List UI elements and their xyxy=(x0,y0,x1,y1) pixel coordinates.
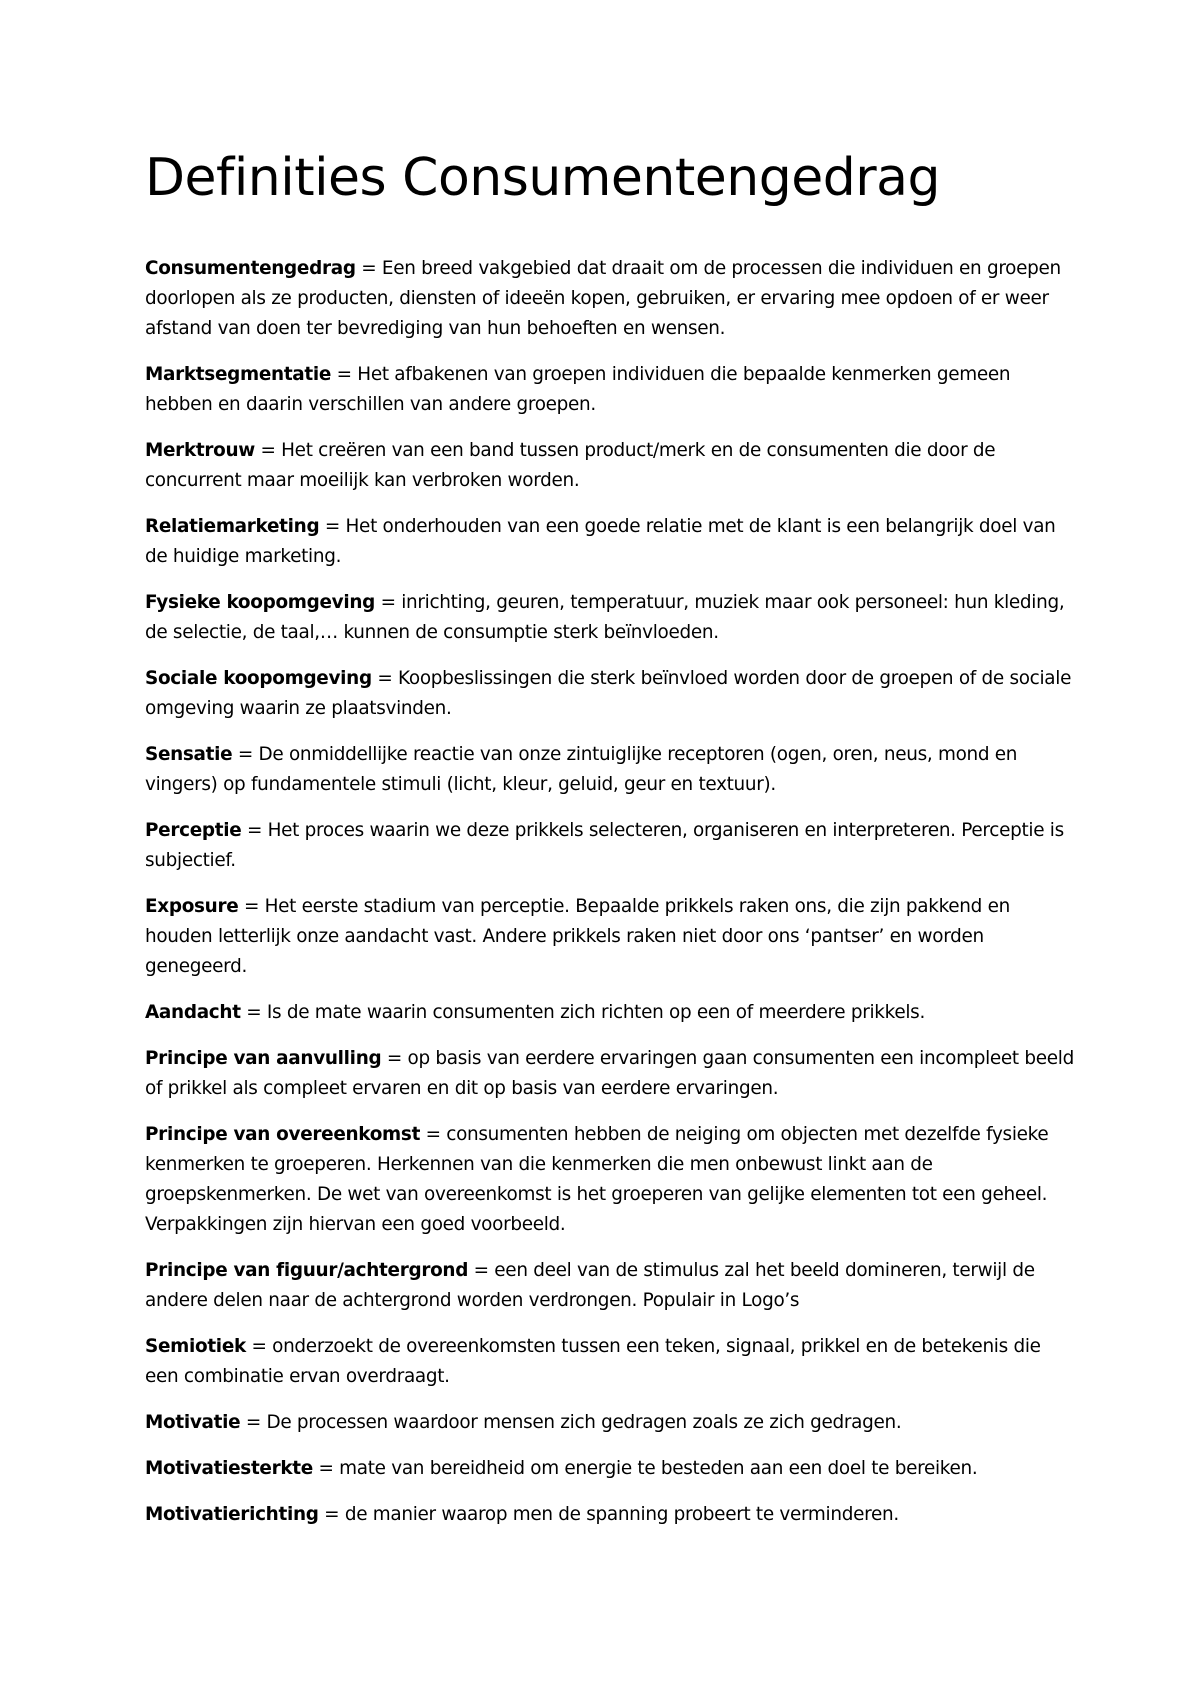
definition-term: Sociale koopomgeving xyxy=(145,668,372,689)
definition-term: Relatiemarketing xyxy=(145,516,320,537)
definition-sociale-koopomgeving xyxy=(145,664,1075,724)
definition-perceptie xyxy=(145,816,1075,876)
definition-text: = Is de mate waarin consumenten zich richten op een of meerdere prikkels. xyxy=(240,1002,926,1023)
definition-term: Principe van figuur/achtergrond xyxy=(145,1260,469,1281)
definition-fysieke-koopomgeving xyxy=(145,588,1075,648)
definition-text: = De processen waardoor mensen zich gedragen zoals ze zich gedragen. xyxy=(240,1412,902,1433)
definition-text: = Het proces waarin we deze prikkels selecteren, organiseren en interpreteren. Perceptie is subjectief. xyxy=(145,820,1064,871)
definition-text: = Een breed vakgebied dat draait om de processen die individuen en groepen doorlopen als ze producten, diensten of ideeën kopen, gebruiken, er ervaring mee opdoen of er weer afstand van doen ter bevrediging van hun behoeften en wensen. xyxy=(145,258,1061,339)
definition-term: Motivatiesterkte xyxy=(145,1458,313,1479)
definition-principe-van-aanvulling xyxy=(145,1044,1075,1104)
definition-text: = Het onderhouden van een goede relatie met de klant is een belangrijk doel van de huidige marketing. xyxy=(145,516,1056,567)
definition-marktsegmentatie xyxy=(145,360,1075,420)
definition-exposure xyxy=(145,892,1075,982)
definition-principe-van-overeenkomst xyxy=(145,1120,1075,1240)
definition-aandacht xyxy=(145,998,1075,1028)
definition-text: = de manier waarop men de spanning probeert te verminderen. xyxy=(318,1504,899,1525)
definition-term: Principe van overeenkomst xyxy=(145,1124,421,1145)
definition-list xyxy=(145,254,1075,1546)
definition-sensatie xyxy=(145,740,1075,800)
definition-text: = onderzoekt de overeenkomsten tussen een teken, signaal, prikkel en de betekenis die een combinatie ervan overdraagt. xyxy=(145,1336,1041,1387)
definition-text: = Koopbeslissingen die sterk beïnvloed worden door de groepen of de sociale omgeving waarin ze plaatsvinden. xyxy=(145,668,1072,719)
definition-text: = Het afbakenen van groepen individuen die bepaalde kenmerken gemeen hebben en daarin verschillen van andere groepen. xyxy=(145,364,1011,415)
definition-term: Merktrouw xyxy=(145,440,255,461)
definition-semiotiek xyxy=(145,1332,1075,1392)
definition-term: Principe van aanvulling xyxy=(145,1048,382,1069)
definition-consumentengedrag xyxy=(145,254,1075,344)
definition-term: Motivatie xyxy=(145,1412,241,1433)
page-title: Definities Consumentengedrag xyxy=(145,148,940,208)
definition-relatiemarketing xyxy=(145,512,1075,572)
definition-text: = op basis van eerdere ervaringen gaan consumenten een incompleet beeld of prikkel als compleet ervaren en dit op basis van eerdere ervaringen. xyxy=(145,1048,1074,1099)
definition-term: Semiotiek xyxy=(145,1336,246,1357)
definition-term: Consumentengedrag xyxy=(145,258,356,279)
definition-text: = mate van bereidheid om energie te besteden aan een doel te bereiken. xyxy=(312,1458,978,1479)
definition-term: Marktsegmentatie xyxy=(145,364,332,385)
definition-text: = Het creëren van een band tussen product/merk en de consumenten die door de concurrent maar moeilijk kan verbroken worden. xyxy=(145,440,996,491)
definition-term: Sensatie xyxy=(145,744,233,765)
definition-term: Exposure xyxy=(145,896,239,917)
definition-term: Fysieke koopomgeving xyxy=(145,592,376,613)
definition-term: Motivatierichting xyxy=(145,1504,319,1525)
definition-text: = Het eerste stadium van perceptie. Bepaalde prikkels raken ons, die zijn pakkend en houden letterlijk onze aandacht vast. Andere prikkels raken niet door ons ‘pantser’ en worden genegeerd. xyxy=(145,896,1010,977)
definition-merktrouw xyxy=(145,436,1075,496)
definition-motivatiesterkte xyxy=(145,1454,1075,1484)
definition-text: = inrichting, geuren, temperatuur, muziek maar ook personeel: hun kleding, de selectie, de taal,… kunnen de consumptie sterk beïnvloeden. xyxy=(145,592,1065,643)
definition-term: Perceptie xyxy=(145,820,242,841)
definition-principe-van-figuur-achtergrond xyxy=(145,1256,1075,1316)
definition-motivatierichting xyxy=(145,1500,1075,1530)
definition-text: = consumenten hebben de neiging om objecten met dezelfde fysieke kenmerken te groeperen. Herkennen van die kenmerken die men onbewust linkt aan de groepskenmerken. De wet van overeenkomst is het groeperen van gelijke elementen tot een geheel. Verpakkingen zijn hiervan een goed voorbeeld. xyxy=(145,1124,1049,1235)
definition-text: = De onmiddellijke reactie van onze zintuiglijke receptoren (ogen, oren, neus, mond en vingers) op fundamentele stimuli (licht, kleur, geluid, geur en textuur). xyxy=(145,744,1018,795)
definition-text: = een deel van de stimulus zal het beeld domineren, terwijl de andere delen naar de achtergrond worden verdrongen. Populair in Logo’s xyxy=(145,1260,1035,1311)
definition-motivatie xyxy=(145,1408,1075,1438)
definition-term: Aandacht xyxy=(145,1002,241,1023)
